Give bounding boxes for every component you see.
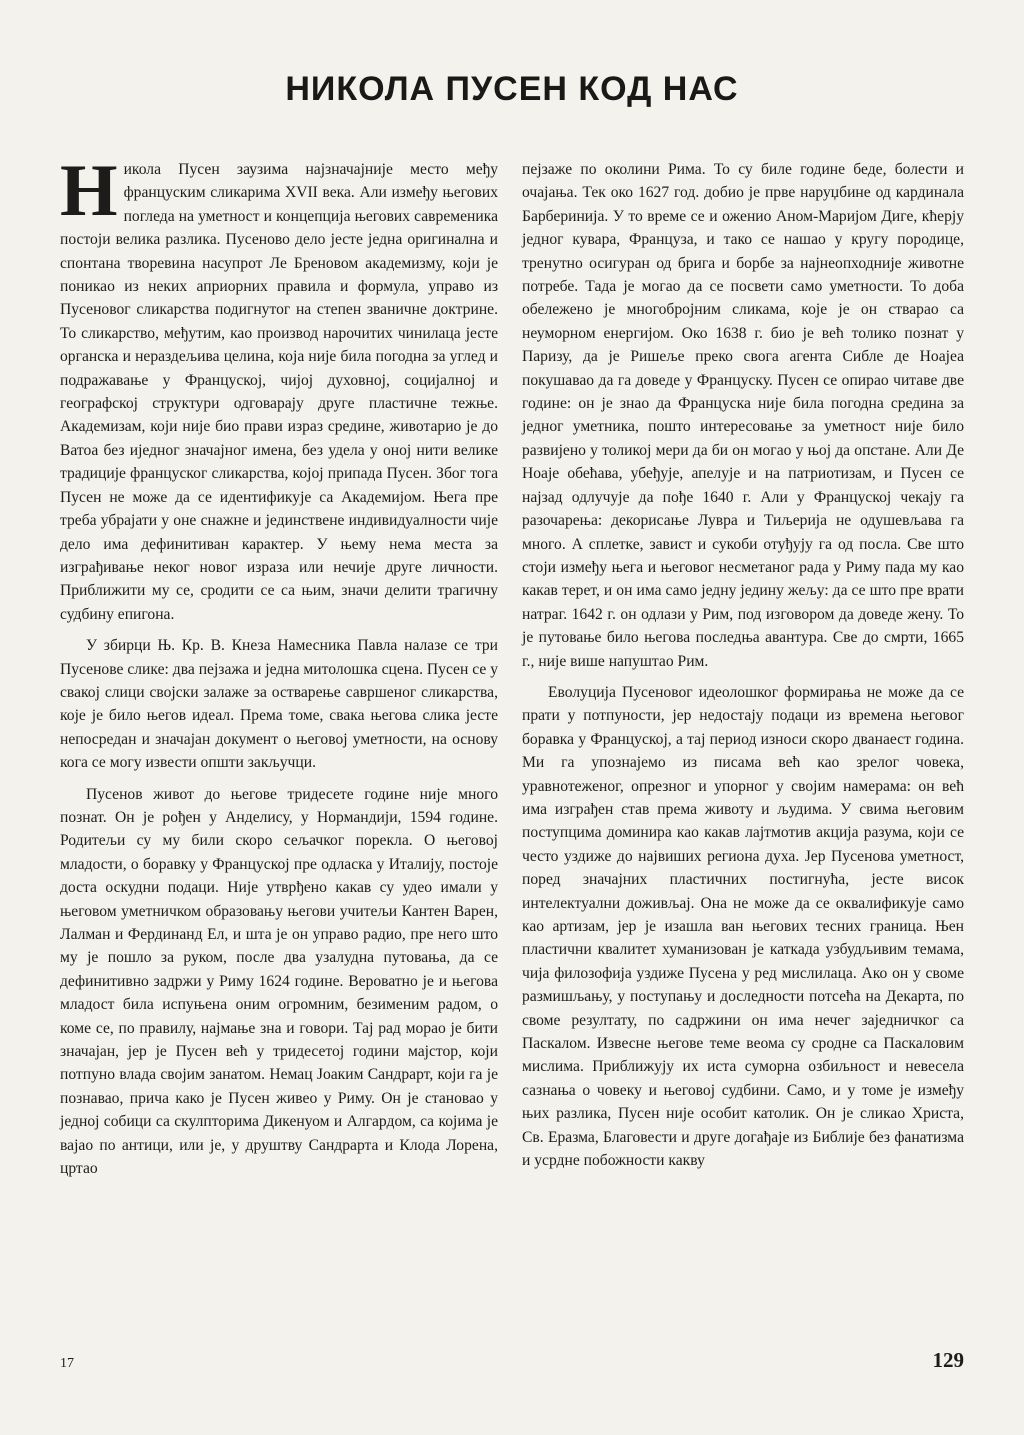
paragraph-5: Еволуција Пусеновог идеолошког формирања не може да се прати у потпуности, јер недостају подаци из времена његовог боравка у Француској, а тај период износи скоро дванаест година. Ми га упознајемо из писама већ као зрелог човека, уравнотеженог, опрезног и упорног у својим намерама: он већ има изграђен став према животу и људима. У свима његовим поступцима доминира као какав лајтмотив акција разума, који се често уздиже до највиших региона духа. Јер Пусенова уметност, поред значајних пластичних постигнућа, јесте висок интелектуални доживљај. Она не може да се оквалификује само као артизам, јер је изашла ван његових тесних граница. Њен пластични квалитет хуманизован је каткада узбудљивим темама, чија филозофија уздиже Пусена у ред мислилаца. Ако он у своме размишљању, у поступању и доследности потсећа на Декарта, по своме резултату, по садржини он има нечег заједничког са Паскалом. Извесне његове теме веома су сродне са Паскаловим мислима. Приближују их иста суморна озбиљност и невесела сазнања о човеку и његовој судбини. Само, и у томе је између њих разлика, Пусен није особит католик. Он је сликао Христа, Св. Еразма, Благовести и друге догађаје из Библије без фанатизма и усрдне побожности какву [522, 683, 964, 1170]
paragraph-1 [60, 150, 498, 626]
paragraph-4: пејзаже по околини Рима. То су биле године беде, болести и очајања. Тек око 1627 год. добио је прве наруџбине од кардинала Барберинија. У то време се и оженио Аном-Маријом Диге, кћерју једног кувара, Француза, и тако се нашао у кругу породице, тренутно осигуран од брига и борбе за најнеопходније животне потребе. Тада је могао да се посвети само уметности. То доба обележено је многобројним сликама, које је он стварао са неуморном енергијом. Око 1638 г. био је већ толико познат у Паризу, да је Ришеље преко свога агента Сибле де Ноајеа покушавао да га доведе у Француску. Пусен се опирао читаве две године: он је знао да Француска није била погодна средина за једног уметника, пошто интересовање за уметност није било развијено у толикој мери да би он могао у њој да опстане. Али Де Ноаје обећава, убеђује, апелује и на патриотизам, и Пусен се најзад одлучује да пође 1640 г. Али у Француској чекају га разочарења: декорисање Лувра и Тиљерија не одушевљава га много. А сплетке, завист и сукоби отуђују га од посла. Све што стоји између њега и његовог несметаног рада у Риму пада му као какав терет, и он има само једну једину жељу: да се што пре врати натраг. 1642 г. он одлази у Рим, под изговором да доведе жену. То је путовање било његова последња авантура. Све до смрти, 1665 г., није више напуштао Рим. [522, 161, 964, 670]
right-column [522, 158, 964, 1180]
left-column [60, 150, 498, 1188]
page-number: 129 [932, 1348, 964, 1372]
paragraph-2: У збирци Њ. Кр. В. Кнеза Намесника Павла налазе се три Пусенове слике: два пејзажа и једна митолошка сцена. Пусен се у свакој слици својски залаже за остварење савршеног сликарства, које је било његов идеал. Према томе, свака његова слика јесте непосредан и значајан документ о његовој уметности, на основу кога се могу извести општи закључци. [60, 637, 498, 772]
drop-cap: Н [60, 150, 118, 232]
paragraph-3: Пусенов живот до његове тридесете године није много познат. Он је рођен у Анделису, у Нормандији, 1594 године. Родитељи су му били скоро сељачког порекла. О његовој младости, о боравку у Француској пре одласка у Италију, постоје доста оскудни подаци. Није утврђено какав су удео имали у његовом уметничком образовању његови учитељи Кантен Варен, Лалман и Фердинанд Ел, и шта је он управо радио, пре него што му је пошло за руком, после два узалудна путовања, да се дефинитивно задржи у Риму 1624 године. Вероватно је и његова младост била испуњена оним огромним, безименим радом, о коме се, по правилу, најмање зна и говори. Тај рад морао је бити значајан, јер је Пусен већ у тридесетој години мајстор, који потпуно влада својим занатом. Немац Јоаким Сандрарт, који га је познавао, прича како је Пусен живео у Риму. Он је становао у једној собици са скулпторима Дикенуом и Алгардом, са којима је вајао по антици, или је, у друштву Сандрарта и Клода Лорена, цртао [60, 785, 498, 1178]
signature-mark: 17 [60, 1356, 74, 1371]
paragraph-1-text: икола Пусен заузима најзначајније место међу француским сликарима XVII века. Али између његових погледа на уметност и концепција његових савременика постоји велика разлика. Пусеново дело јесте једна оригинална и спонтана творевина насупрот Ле Бреновом академизму, који је поникао из неких априорних правила и формула, управо из Пусеновог сликарства подигнутог на степен званичне доктрине. То сликарство, међутим, као производ нарочитих чинилаца јесте органска и нераздељива целина, која није била погодна за углед и подражавање у Француској, чијој духовној, социјалној и географској структури одговарају друге пластичне тежње. Академизам, који није био прави израз средине, животарио је до Ватоа без иједног значајног имена, без удела у оној нити велике традиције француског сликарства, којој припада Пусен. Због тога Пусен не може да се идентификује са Академијом. Њега пре треба убрајати у оне снажне и јединствене индивидуалности чије дело има дефинитиван карактер. У њему нема места за изграђивање неког новог израза или нечије друге личности. Приближити му се, сродити се са њим, значи делити трагичну судбину епигона. [60, 161, 498, 623]
article-title: НИКОЛА ПУСЕН КОД НАС [285, 70, 739, 108]
